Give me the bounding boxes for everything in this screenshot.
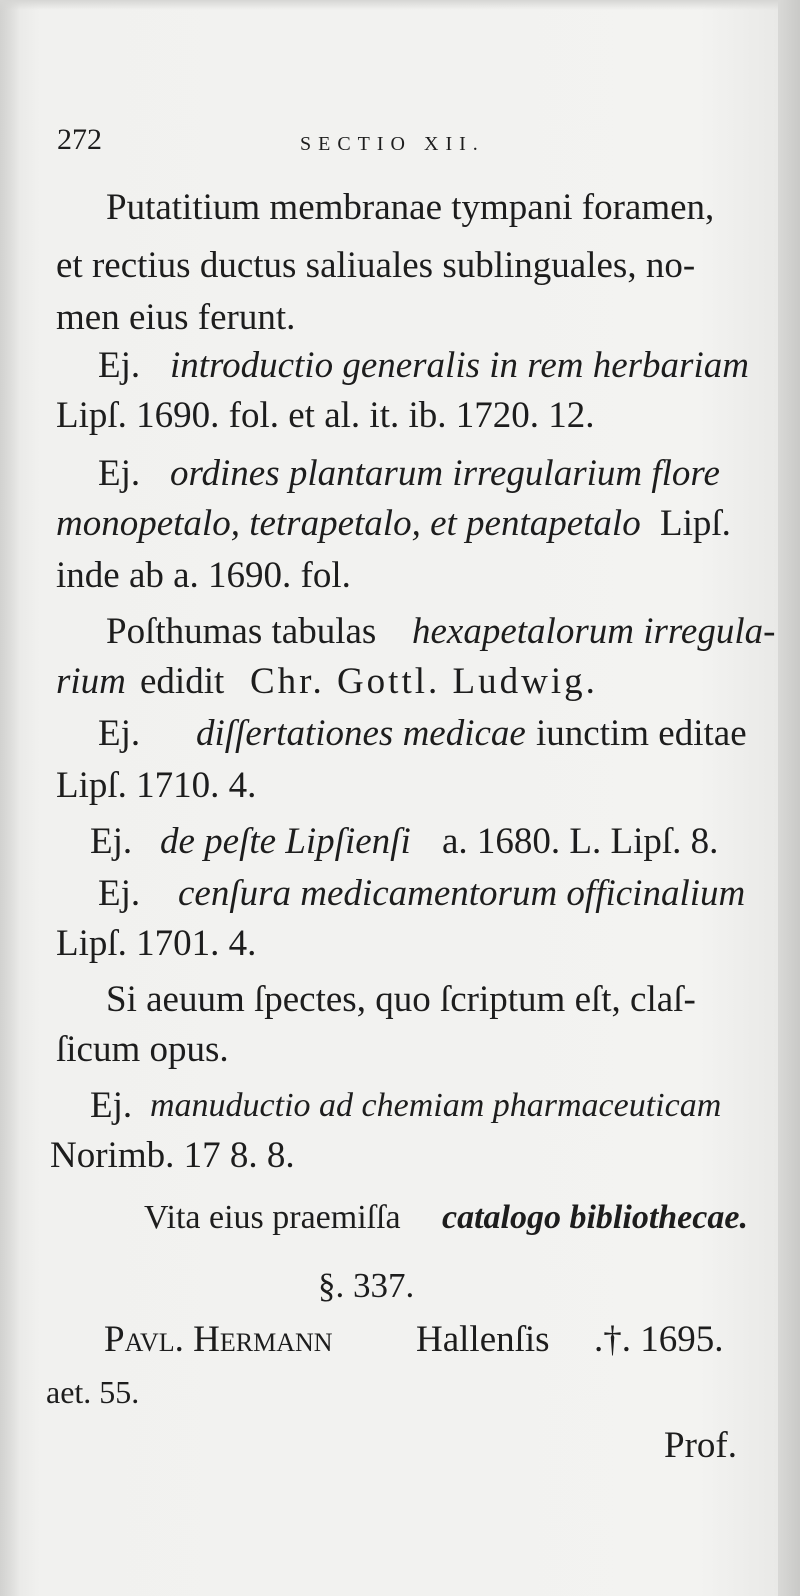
text-line (0, 874, 800, 914)
line-text: Norimb. 17 8. 8. (50, 1135, 295, 1176)
italic-title: ordines plantarum irregularium flore (170, 453, 720, 494)
text-line (0, 346, 800, 386)
page-number: 272 (57, 123, 102, 156)
text-line (0, 980, 800, 1020)
text-line (0, 1136, 800, 1176)
text-line (0, 1198, 800, 1238)
text-line (0, 822, 800, 862)
text-line (0, 766, 800, 806)
line-text: Vita eius praemiſſa (144, 1199, 401, 1236)
line-text: Ej. (98, 713, 141, 754)
line-text: Ej. (90, 821, 133, 862)
text-line (0, 246, 800, 286)
line-text: iunctim editae (536, 713, 747, 754)
italic-title: hexapetalorum irregula- (412, 611, 776, 652)
text-line (0, 1086, 800, 1126)
line-text: aet. 55. (46, 1374, 140, 1410)
line-text: Si aeuum ſpectes, quo ſcriptum eſt, claſ- (106, 979, 696, 1020)
italic-title: catalogo bibliothecae. (442, 1199, 748, 1236)
italic-title: monopetalo, tetrapetalo, et pentapetalo (56, 503, 641, 544)
running-head: SECTIO XII. (300, 133, 485, 155)
line-text: Ej. (90, 1085, 133, 1126)
line-text: men eius ferunt. (56, 297, 296, 338)
section-number: §. 337. (318, 1266, 415, 1305)
line-text: .†. 1695. (594, 1319, 724, 1360)
line-text: Ej. (98, 873, 141, 914)
italic-title: introductio generalis in rem herbariam (170, 345, 749, 386)
italic-title: cenſura medicamentorum officinalium (178, 873, 746, 914)
line-text: Hallenſis (416, 1319, 550, 1360)
author-name: Pavl. Hermann (104, 1319, 333, 1360)
text-line (0, 924, 800, 964)
text-line (0, 714, 800, 754)
top-shadow (0, 0, 800, 10)
line-text: Lipſ. 1710. 4. (56, 765, 257, 806)
line-text: Poſthumas tabulas (106, 611, 377, 652)
editor-name: Chr. Gottl. Ludwig. (250, 661, 598, 702)
running-head-line (0, 120, 800, 160)
text-line (0, 662, 800, 702)
text-line (0, 396, 800, 436)
line-text: Lipſ. 1701. 4. (56, 923, 257, 964)
text-line (0, 1320, 800, 1360)
text-line (0, 188, 800, 228)
text-line (0, 1030, 800, 1070)
catchword-line (0, 1426, 800, 1466)
italic-title: manuductio ad chemiam pharmaceuticam (150, 1087, 722, 1124)
line-text: Lipſ. 1690. fol. et al. it. ib. 1720. 12. (56, 395, 595, 436)
line-text: et rectius ductus saliuales sublinguales, no- (56, 245, 696, 286)
text-line (0, 612, 800, 652)
line-text: Putatitium membranae tympani foramen, (106, 187, 715, 228)
line-text: Lipſ. (660, 503, 731, 544)
text-line (0, 504, 800, 544)
line-text: a. 1680. L. Lipſ. 8. (442, 821, 719, 862)
italic-title: diſſertationes medicae (196, 713, 526, 754)
line-text: edidit (140, 661, 225, 702)
line-text: Ej. (98, 345, 141, 386)
line-text: inde ab a. 1690. fol. (56, 555, 351, 596)
line-text: ſicum opus. (56, 1029, 229, 1070)
text-line (0, 556, 800, 596)
line-text: Ej. (98, 453, 141, 494)
section-number-line (0, 1266, 800, 1306)
catchword: Prof. (664, 1425, 737, 1466)
italic-title: de peſte Lipſienſi (160, 821, 411, 862)
text-line (0, 1372, 800, 1412)
text-line (0, 298, 800, 338)
text-line (0, 454, 800, 494)
italic-title: rium (56, 661, 126, 702)
